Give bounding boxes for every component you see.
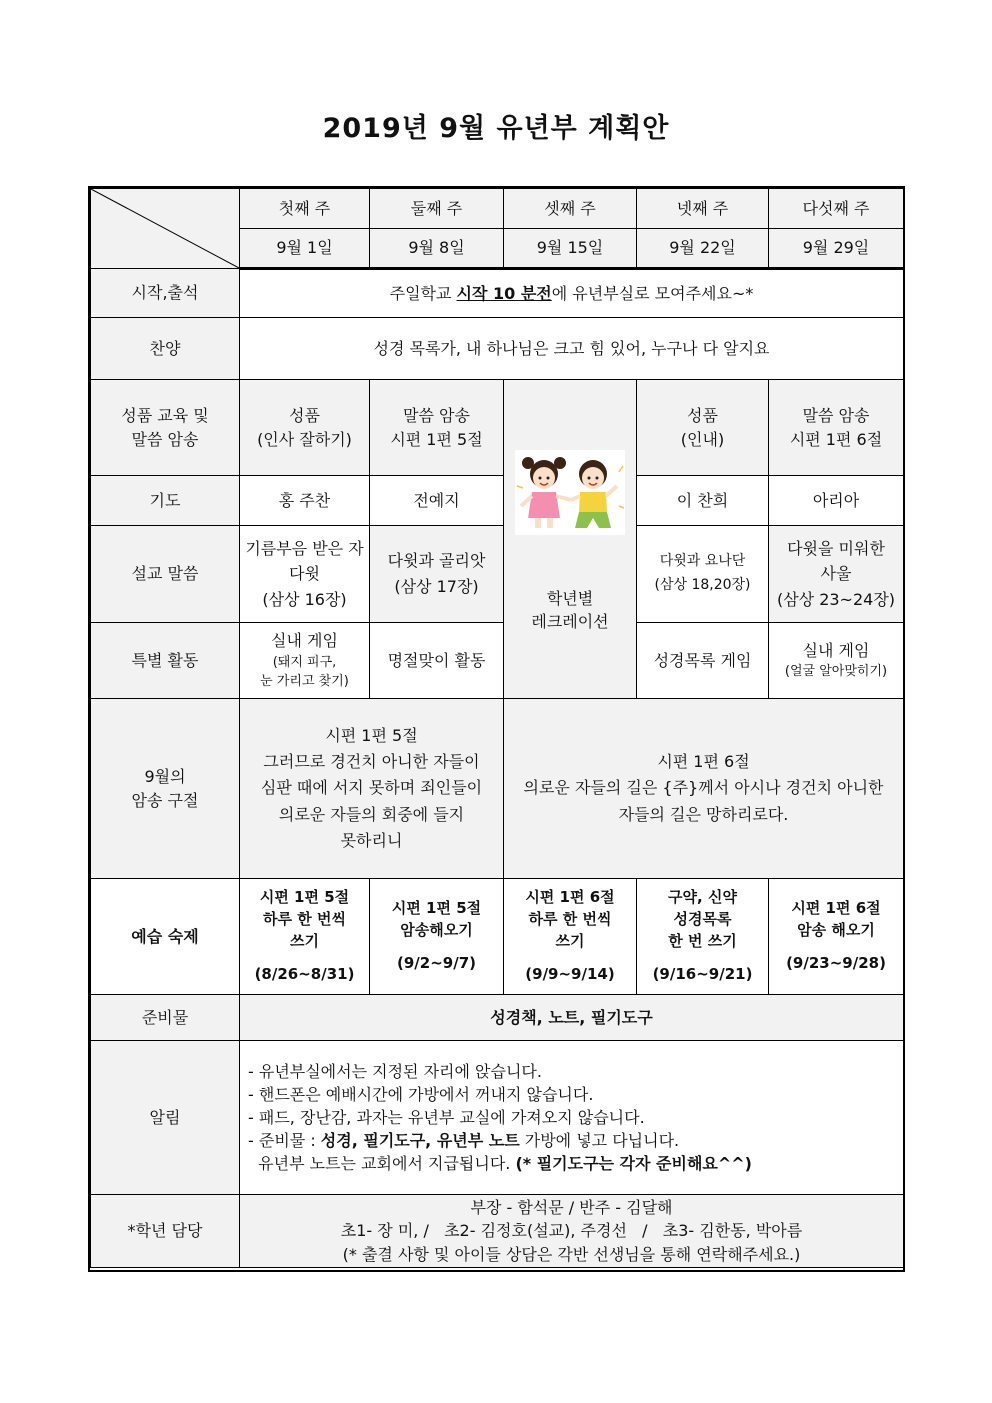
recreation-cell <box>504 380 637 699</box>
sermon-cell <box>769 526 904 623</box>
character-line: 성품 <box>687 406 718 426</box>
week-date: 9월 29일 <box>769 229 904 269</box>
special-line: (얼굴 알아맞히기) <box>784 664 888 680</box>
homework-line: 하루 한 번씩 <box>528 909 612 928</box>
kids-illustration <box>515 450 625 535</box>
notice-line <box>248 1152 900 1175</box>
homework-line: 성경목록 <box>673 909 732 928</box>
row-label-sermon: 설교 말씀 <box>91 526 240 623</box>
special-line: 실내 게임 <box>271 631 338 651</box>
memory-line: 의로운 자들의 길은 {주}께서 아시나 경건치 아니한 <box>523 778 884 798</box>
special-cell: 성경목록 게임 <box>637 623 769 699</box>
start-text-pre: 주일학교 <box>389 283 457 303</box>
prayer-cell: 전예지 <box>370 476 504 526</box>
notice-line: - 핸드폰은 예배시간에 가방에서 꺼내지 않습니다. <box>248 1084 594 1104</box>
sermon-row <box>91 526 904 623</box>
notice-line: - 패드, 장난감, 과자는 유년부 교실에 가져오지 않습니다. <box>248 1107 645 1127</box>
prayer-cell: 이 찬희 <box>637 476 769 526</box>
homework-cell <box>769 879 904 995</box>
row-label-staff: *학년 담당 <box>91 1195 240 1268</box>
homework-line: 하루 한 번씩 <box>263 909 346 928</box>
character-cell <box>240 380 370 476</box>
special-line: (돼지 피구, <box>272 654 337 670</box>
sermon-line: 사울 <box>820 564 852 584</box>
homework-line: 암송해오기 <box>400 920 473 939</box>
homework-row <box>91 879 904 995</box>
row-label-character <box>91 380 240 476</box>
supplies-row <box>91 995 904 1041</box>
prayer-cell: 아리아 <box>769 476 904 526</box>
sermon-cell <box>370 526 504 623</box>
staff-line: (* 출결 사항 및 아이들 상담은 각반 선생님을 통해 연락해주세요.) <box>342 1244 801 1264</box>
row-label-prayer: 기도 <box>91 476 240 526</box>
week-label: 첫째 주 <box>240 189 370 229</box>
homework-line: 시편 1편 5절 <box>391 898 482 917</box>
memory-line: 그러므로 경건치 아니한 자들이 <box>263 751 480 771</box>
memory-verse-left <box>240 699 504 879</box>
page-title: 2019년 9월 유년부 계획안 <box>322 113 670 144</box>
character-line: 말씀 암송 <box>403 406 470 426</box>
character-line: 성품 <box>289 406 320 426</box>
notice-line-post: 가방에 넣고 다닙니다. <box>519 1131 680 1151</box>
diagonal-line <box>91 189 239 268</box>
character-line: 시편 1편 5절 <box>390 429 483 449</box>
plan-table <box>90 188 904 1268</box>
sermon-line: 기름부음 받은 자 <box>245 538 364 558</box>
homework-date: (9/23~9/28) <box>786 954 886 973</box>
notice-text <box>240 1041 904 1195</box>
memory-line: 심판 때에 서지 못하며 죄인들이 <box>260 778 483 798</box>
notice-line-pre: 유년부 노트는 교회에서 지급됩니다. <box>248 1154 516 1174</box>
character-line: (인사 잘하기) <box>257 429 352 449</box>
sermon-line: (삼상 18,20장) <box>654 577 751 593</box>
sermon-line: (삼상 23~24장) <box>776 589 896 609</box>
homework-cell <box>637 879 769 995</box>
week-date: 9월 8일 <box>370 229 504 269</box>
week-label: 다섯째 주 <box>769 189 904 229</box>
homework-line: 쓰기 <box>290 931 319 950</box>
memory-line: 시편 1편 5절 <box>325 725 418 745</box>
notice-line-bold: (* 필기도구는 각자 준비해요^^) <box>515 1154 752 1174</box>
homework-cell <box>370 879 504 995</box>
sermon-line: 다윗과 요나단 <box>659 553 746 570</box>
homework-date: (9/9~9/14) <box>525 965 615 984</box>
sermon-cell <box>240 526 370 623</box>
homework-date: (9/16~9/21) <box>652 965 753 984</box>
row-label-homework: 예습 숙제 <box>91 879 240 995</box>
prayer-cell: 홍 주찬 <box>240 476 370 526</box>
sermon-line: 다윗 <box>289 564 320 584</box>
special-cell: 명절맞이 활동 <box>370 623 504 699</box>
homework-date: (8/26~8/31) <box>254 965 355 984</box>
row-label-notice: 알림 <box>91 1041 240 1195</box>
memory-line: 자들의 길은 망하리로다. <box>618 804 789 824</box>
character-line: 시편 1편 6절 <box>789 429 883 449</box>
start-text <box>240 269 904 318</box>
praise-text: 성경 목록가, 내 하나님은 크고 힘 있어, 누구나 다 알지요 <box>240 318 904 380</box>
week-date: 9월 22일 <box>637 229 769 269</box>
homework-line: 구약, 신약 <box>668 888 737 906</box>
homework-line: 쓰기 <box>555 931 585 950</box>
recreation-line: 레크레이션 <box>531 612 609 632</box>
sermon-line: 다윗을 미워한 <box>787 538 885 558</box>
row-label-start: 시작,출석 <box>91 269 240 318</box>
homework-line: 시편 1편 6절 <box>525 888 615 906</box>
homework-line: 한 번 쓰기 <box>668 931 737 950</box>
character-label-line: 말씀 암송 <box>131 429 199 449</box>
homework-line: 시편 1편 6절 <box>791 898 881 917</box>
prayer-row <box>91 476 904 526</box>
character-cell <box>637 380 769 476</box>
special-cell <box>240 623 370 699</box>
start-text-emph: 시작 10 분전 <box>456 283 552 303</box>
character-line: 말씀 암송 <box>802 406 870 426</box>
notice-line-pre: - 준비물 : <box>248 1131 321 1151</box>
special-line: 실내 게임 <box>802 641 870 661</box>
week-label: 넷째 주 <box>637 189 769 229</box>
homework-date: (9/2~9/7) <box>397 954 476 973</box>
week-label: 셋째 주 <box>504 189 637 229</box>
supplies-text: 성경책, 노트, 필기도구 <box>240 995 904 1041</box>
character-cell <box>769 380 904 476</box>
memory-line: 못하리니 <box>340 831 403 851</box>
memory-line: 의로운 자들의 회중에 들지 <box>278 804 465 824</box>
homework-line: 암송 해오기 <box>797 920 875 939</box>
start-row <box>91 269 904 318</box>
week-header-row <box>91 189 904 229</box>
sermon-cell <box>637 526 769 623</box>
sermon-line: 다윗과 골리앗 <box>387 551 486 571</box>
week-date: 9월 15일 <box>504 229 637 269</box>
homework-cell <box>504 879 637 995</box>
sermon-line: (삼상 17장) <box>394 577 479 596</box>
sermon-line: (삼상 16장) <box>262 589 347 609</box>
row-label-memory <box>91 699 240 879</box>
staff-row <box>91 1195 904 1268</box>
notice-line <box>248 1129 900 1152</box>
character-line: (인내) <box>680 429 725 449</box>
memory-row <box>91 699 904 879</box>
praise-row <box>91 318 904 380</box>
character-cell <box>370 380 504 476</box>
notice-line: - 유년부실에서는 지정된 자리에 앉습니다. <box>248 1061 542 1081</box>
memory-verse-right <box>504 699 904 879</box>
special-cell <box>769 623 904 699</box>
character-row <box>91 380 904 476</box>
recreation-line: 학년별 <box>546 589 594 608</box>
week-date: 9월 1일 <box>240 229 370 269</box>
staff-line: 부장 - 함석문 / 반주 - 김달해 <box>470 1198 673 1218</box>
row-label-praise: 찬양 <box>91 318 240 380</box>
memory-line: 시편 1편 6절 <box>657 751 750 771</box>
character-label-line: 성품 교육 및 <box>121 406 209 426</box>
memory-label-line: 9월의 <box>144 767 186 787</box>
week-label: 둘째 주 <box>370 189 504 229</box>
notice-line-bold: 성경, 필기도구, 유년부 노트 <box>320 1131 520 1151</box>
staff-text <box>240 1195 904 1268</box>
special-line: 눈 가리고 찾기) <box>260 674 349 690</box>
homework-cell <box>240 879 370 995</box>
diagonal-header-cell <box>91 189 240 269</box>
notice-row <box>91 1041 904 1195</box>
staff-line: 초1- 장 미, / 초2- 김정호(설교), 주경선 / 초3- 김한동, 박아름 <box>340 1221 803 1241</box>
start-text-post: 에 유년부실로 모여주세요~* <box>551 283 754 303</box>
special-row <box>91 623 904 699</box>
memory-label-line: 암송 구절 <box>131 790 199 810</box>
homework-line: 시편 1편 5절 <box>259 888 350 906</box>
row-label-supplies: 준비물 <box>91 995 240 1041</box>
row-label-special: 특별 활동 <box>91 623 240 699</box>
